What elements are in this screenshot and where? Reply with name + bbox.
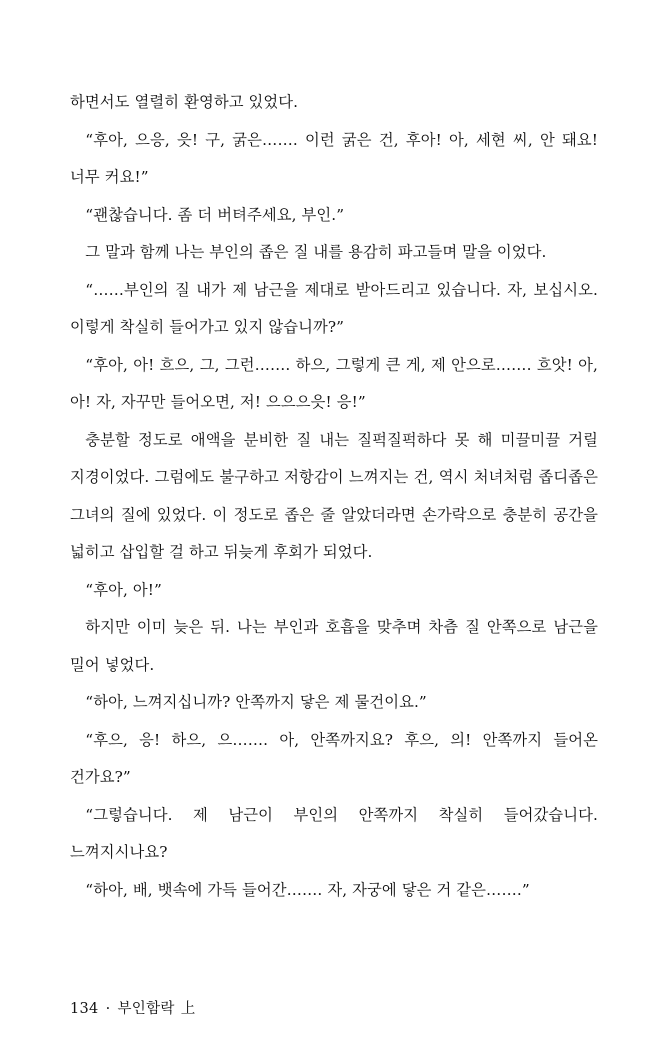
paragraph: 하지만 이미 늦은 뒤. 나는 부인과 호흡을 맞추며 차츰 질 안쪽으로 남근을 밀어 넣었다. [70, 618, 598, 674]
paragraph: “후으, 응! 하으, 으……. 아, 안쪽까지요? 후으, 의! 안쪽까지 들어온 건가요?” [70, 730, 598, 786]
paragraph: “후아, 아!” [85, 580, 162, 599]
paragraph: 충분할 정도로 애액을 분비한 질 내는 질퍽질퍽하다 못 해 미끌미끌 거릴 지경이었다. 그럼에도 불구하고 저항감이 느껴지는 건, 역시 처녀처럼 좁디좁은 그녀의 질에 있었다. 이 정도로 좁은 줄 알았더라면 손가락으로 충분히 공간을 넓히고 삽입할 걸 하고 뒤늦게 후회가 되었다. [70, 430, 598, 561]
paragraph: “그렇습니다. 제 남근이 부인의 안쪽까지 착실히 들어갔습니다. 느껴지시나요? [70, 805, 598, 861]
page-footer [70, 997, 196, 1018]
paragraph: “하아, 배, 뱃속에 가득 들어간……. 자, 자궁에 닿은 거 같은…….” [85, 880, 530, 899]
volume-label: 上 [180, 1001, 196, 1017]
paragraph: “……부인의 질 내가 제 남근을 제대로 받아드리고 있습니다. 자, 보십시오. 이렇게 착실히 들어가고 있지 않습니까?” [70, 280, 598, 336]
paragraph: “하아, 느껴지십니까? 안쪽까지 닿은 제 물건이요.” [85, 693, 427, 711]
paragraph: 그 말과 함께 나는 부인의 좁은 질 내를 용감히 파고들며 말을 이었다. [85, 243, 547, 261]
page-body [70, 84, 598, 909]
book-title: 부인함락 [117, 1001, 175, 1017]
paragraph: 하면서도 열렬히 환영하고 있었다. [70, 93, 299, 111]
paragraph: “후아, 으응, 읏! 구, 굵은……. 이런 굵은 건, 후아! 아, 세현 씨, 안 돼요! 너무 커요!” [70, 130, 598, 186]
paragraph: “후아, 아! 흐으, 그, 그런……. 하으, 그렇게 큰 게, 제 안으로……. 흐앗! 아, 아! 자, 자꾸만 들어오면, 저! 으으으읏! 응!” [70, 355, 598, 411]
paragraph: “괜찮습니다. 좀 더 버텨주세요, 부인.” [85, 205, 345, 224]
footer-separator: · [105, 1001, 111, 1017]
page-number: 134 [70, 1001, 99, 1017]
